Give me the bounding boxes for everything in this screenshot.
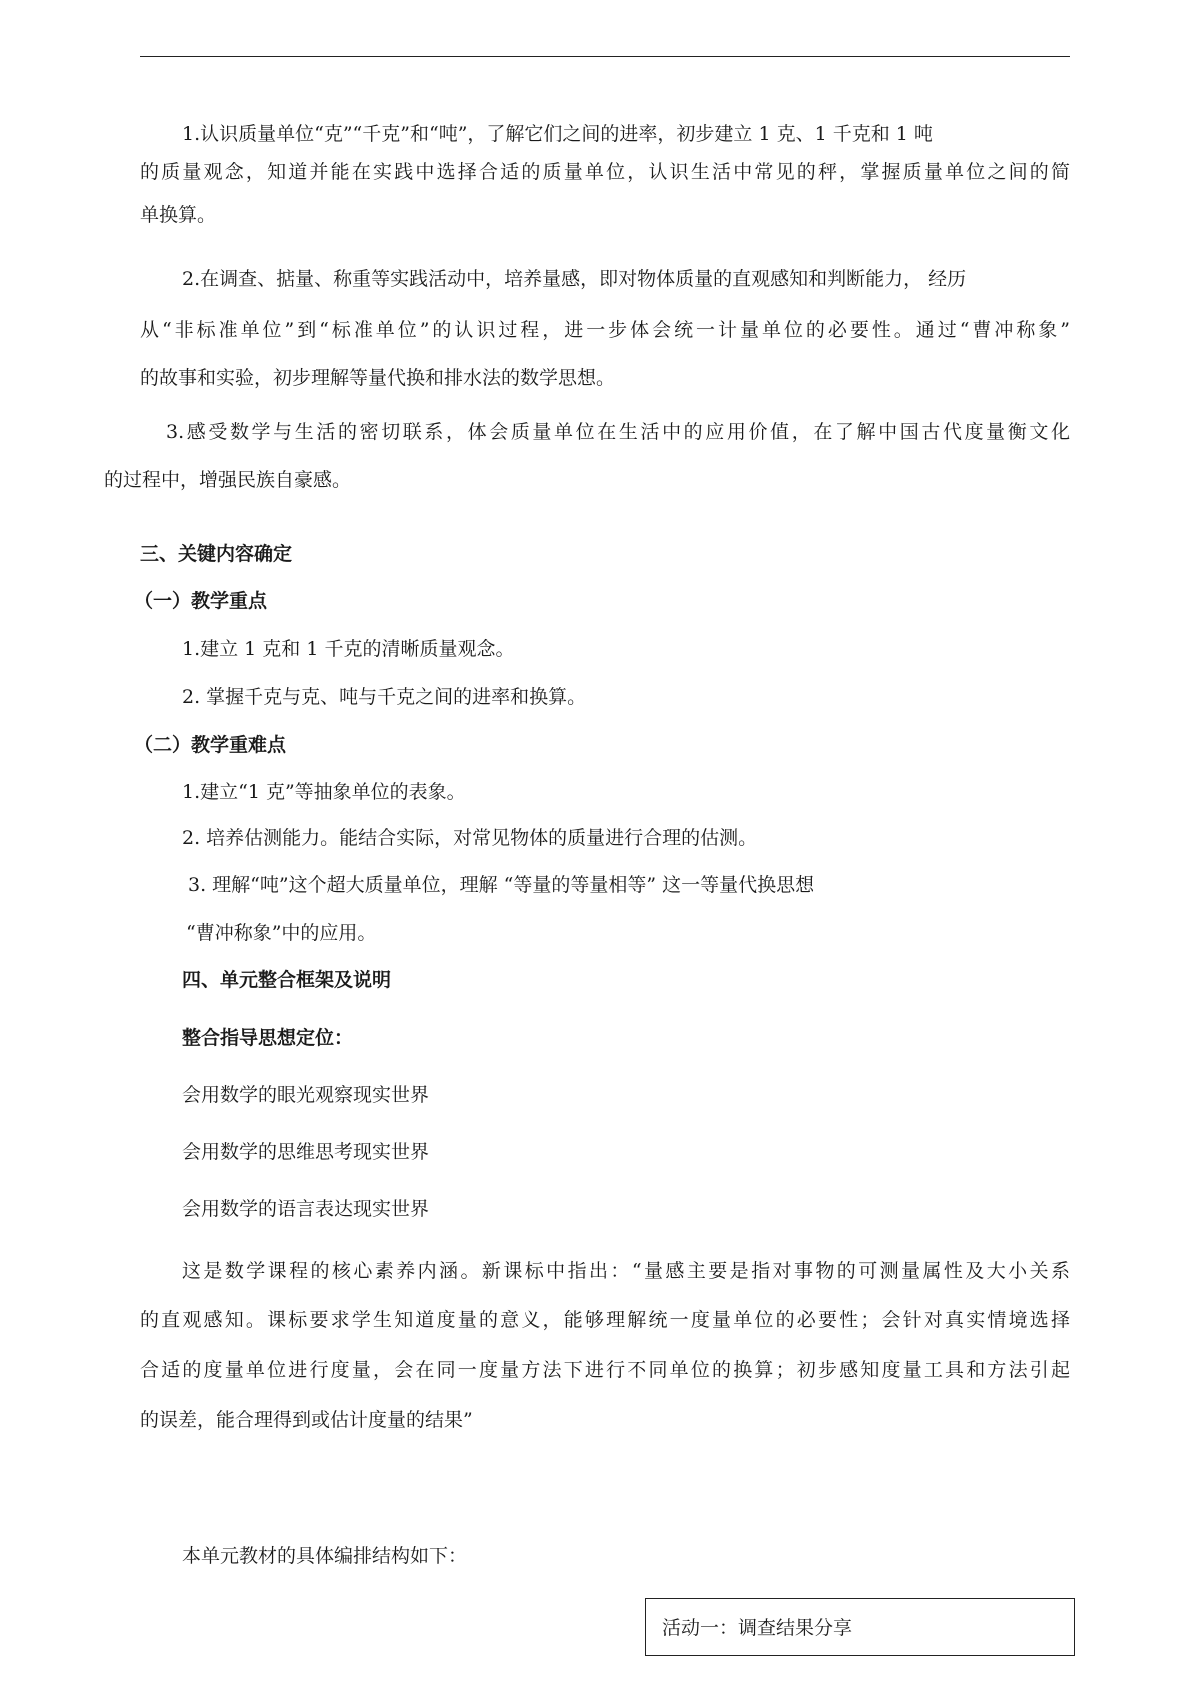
guide-item-2: 会用数学的思维思考现实世界 bbox=[182, 1141, 430, 1163]
teaching-difficulty-heading: （二）教学重难点 bbox=[134, 734, 287, 756]
teaching-difficulty-item-1: 1.建立“1 克”等抽象单位的表象。 bbox=[182, 781, 466, 803]
section-3-heading: 三、关键内容确定 bbox=[140, 543, 293, 565]
guide-item-1: 会用数学的眼光观察现实世界 bbox=[182, 1084, 430, 1106]
goal-1-line-1: 1.认识质量单位“克”“千克”和“吨”，了解它们之间的进率，初步建立 1 克、1 千克和 1 吨 bbox=[182, 123, 933, 145]
activity-box-label: 活动一：调查结果分享 bbox=[662, 1617, 853, 1639]
teaching-difficulty-item-2: 2. 培养估测能力。能结合实际，对常见物体的质量进行合理的估测。 bbox=[182, 827, 758, 849]
teaching-focus-item-2: 2. 掌握千克与克、吨与千克之间的进率和换算。 bbox=[182, 686, 587, 708]
guide-heading: 整合指导思想定位： bbox=[182, 1027, 354, 1049]
goal-1-line-2: 的质量观念，知道并能在实践中选择合适的质量单位，认识生活中常见的秤，掌握质量单位之间的简 bbox=[140, 161, 1070, 183]
teaching-focus-heading: （一）教学重点 bbox=[134, 590, 268, 612]
goal-3-line-1: 3.感受数学与生活的密切联系，体会质量单位在生活中的应用价值，在了解中国古代度量衡文化 bbox=[166, 421, 1070, 443]
curriculum-para-line-4: 的误差，能合理得到或估计度量的结果” bbox=[140, 1409, 473, 1431]
goal-2-line-3: 的故事和实验，初步理解等量代换和排水法的数学思想。 bbox=[140, 367, 616, 389]
structure-intro: 本单元教材的具体编排结构如下： bbox=[182, 1545, 468, 1567]
goal-1-line-3: 单换算。 bbox=[140, 204, 217, 226]
guide-item-3: 会用数学的语言表达现实世界 bbox=[182, 1198, 430, 1220]
curriculum-para-line-3: 合适的度量单位进行度量，会在同一度量方法下进行不同单位的换算；初步感知度量工具和方法引起 bbox=[140, 1359, 1070, 1381]
curriculum-para-line-2: 的直观感知。课标要求学生知道度量的意义，能够理解统一度量单位的必要性；会针对真实情境选择 bbox=[140, 1309, 1070, 1331]
teaching-focus-item-1: 1.建立 1 克和 1 千克的清晰质量观念。 bbox=[182, 638, 515, 660]
header-rule bbox=[140, 56, 1070, 57]
teaching-difficulty-item-3: 3. 理解“吨”这个超大质量单位，理解 “等量的等量相等” 这一等量代换思想 bbox=[188, 874, 815, 896]
goal-2-line-1: 2.在调查、掂量、称重等实践活动中，培养量感，即对物体质量的直观感知和判断能力， 经历 bbox=[182, 268, 967, 290]
section-4-heading: 四、单元整合框架及说明 bbox=[182, 969, 392, 991]
curriculum-para-line-1: 这是数学课程的核心素养内涵。新课标中指出：“量感主要是指对事物的可测量属性及大小关系 bbox=[182, 1260, 1070, 1282]
goal-3-line-2: 的过程中，增强民族自豪感。 bbox=[104, 469, 352, 491]
activity-box bbox=[645, 1598, 1075, 1656]
goal-2-line-2: 从“非标准单位”到“标准单位”的认识过程，进一步体会统一计量单位的必要性。通过“曹冲称象” bbox=[140, 319, 1070, 341]
teaching-difficulty-item-3-cont: “曹冲称象”中的应用。 bbox=[186, 922, 377, 944]
